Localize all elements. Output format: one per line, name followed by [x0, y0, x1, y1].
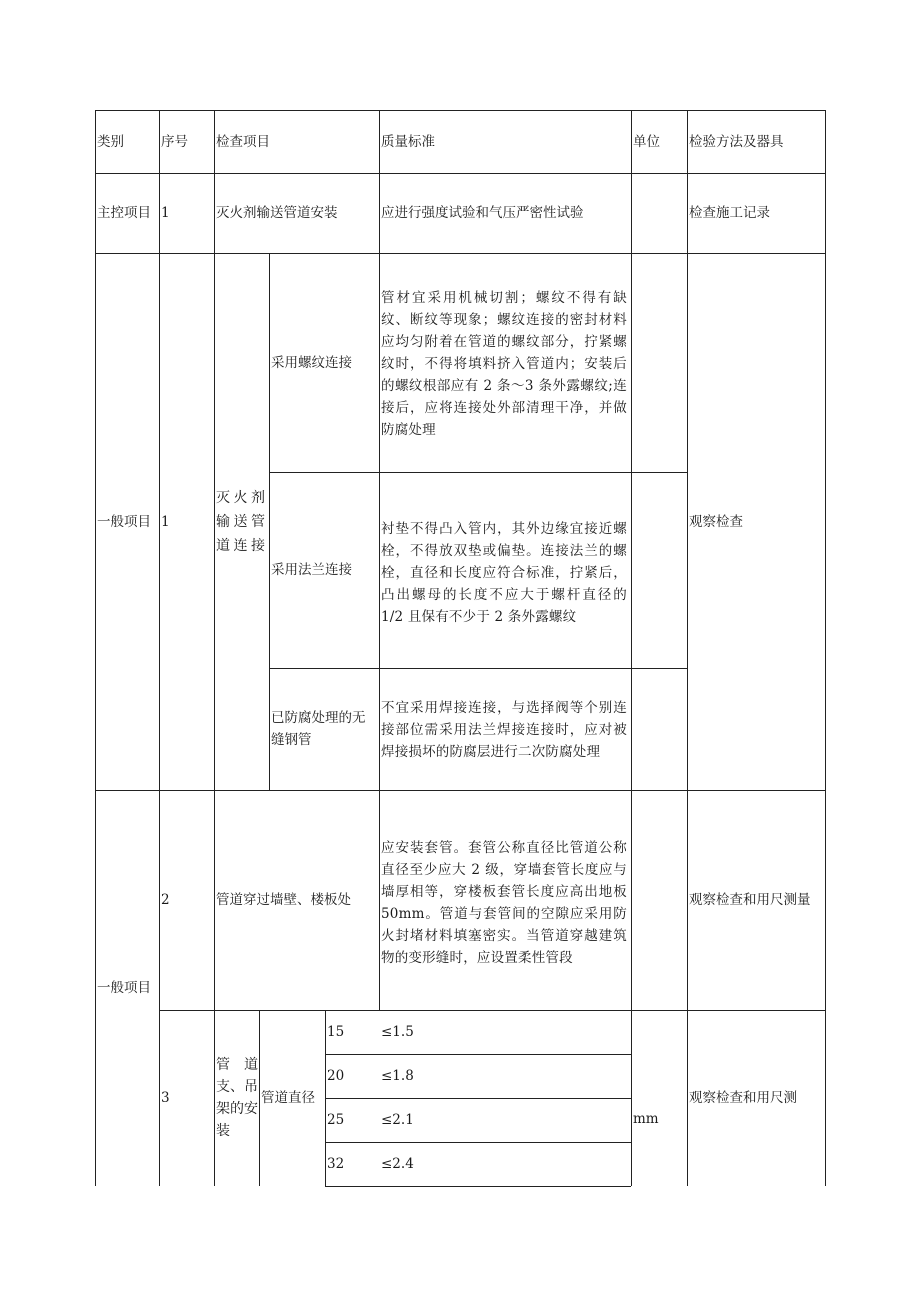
table-rule — [825, 110, 826, 1186]
main-control-method: 检查施工记录 — [689, 205, 770, 221]
diameter-cell: 20 — [327, 1068, 345, 1084]
general-2-item: 管道穿过墙壁、楼板处 — [216, 892, 351, 908]
main-control-item: 灭火剂输送管道安装 — [216, 205, 338, 221]
main-control-seq: 1 — [161, 205, 170, 221]
header-category: 类别 — [97, 133, 124, 150]
general-1-method: 观察检查 — [689, 513, 743, 530]
diameter-cell: 25 — [327, 1112, 345, 1128]
main-control-standard: 应进行强度试验和气压严密性试验 — [381, 205, 584, 221]
header-standard: 质量标准 — [381, 133, 435, 150]
general-3-unit: mm — [633, 1111, 659, 1127]
header-method: 检验方法及器具 — [689, 133, 784, 150]
header-unit: 单位 — [633, 133, 660, 150]
general-3-method: 观察检查和用尺测 — [689, 1090, 797, 1106]
general-1-category: 一般项目 — [97, 513, 151, 530]
general-3-item-text: 管道支、吊架的安装 — [216, 1057, 258, 1139]
general-1-sub-2-name: 采用法兰连接 — [271, 562, 352, 578]
general-1-sub-1-standard: 管材宜采用机械切割；螺纹不得有缺纹、断纹等现象；螺纹连接的密封材料应均匀附着在管道的螺纹部分，拧紧螺纹时，不得将填料挤入管道内；安装后的螺纹根部应有 2 条～3 条外露螺纹;连接后，应将连接处外部清理干净，并做防腐处理 — [381, 289, 627, 438]
main-control-category: 主控项目 — [97, 205, 151, 221]
diameter-cell: 32 — [327, 1156, 345, 1172]
general-1-sub-1-name: 采用螺纹连接 — [271, 354, 352, 371]
diameter-cell: 15 — [327, 1024, 345, 1040]
limit-cell: ≤2.1 — [381, 1112, 414, 1128]
general-2-method: 观察检查和用尺测量 — [689, 892, 811, 908]
general-1-sub-3-standard: 不宜采用焊接连接，与选择阀等个别连接部位需采用法兰焊接连接时，应对被焊接损坏的防腐层进行二次防腐处理 — [381, 700, 627, 760]
general-2-category: 一般项目 — [97, 980, 151, 996]
limit-cell: ≤2.4 — [381, 1156, 414, 1172]
general-1-seq: 1 — [161, 513, 170, 530]
general-1-item-text: 灭火剂输送管道连接 — [216, 489, 265, 554]
header-seq: 序号 — [161, 133, 188, 150]
general-2-standard: 应安装套管。套管公称直径比管道公称直径至少应大 2 级，穿墙套管长度应与墙厚相等，穿楼板套管长度应高出地板 50mm。管道与套管间的空隙应采用防火封堵材料填塞密实。当管道穿越建筑物的变形缝时，应设置柔性管段 — [381, 840, 627, 966]
general-1-sub-2-standard: 衬垫不得凸入管内，其外边缘宜接近螺栓，不得放双垫或偏垫。连接法兰的螺栓，直径和长度应符合标准，拧紧后，凸出螺母的长度不应大于螺杆直径的 1/2 且保有不少于 2 条外露螺纹 — [381, 521, 627, 625]
limit-cell: ≤1.5 — [381, 1024, 414, 1040]
general-1-item — [214, 253, 269, 790]
general-3-seq: 3 — [161, 1090, 170, 1106]
general-2-seq: 2 — [161, 892, 170, 908]
general-3-item — [214, 1010, 259, 1186]
limit-cell: ≤1.8 — [381, 1068, 414, 1084]
table-rule — [325, 1186, 631, 1187]
header-item: 检查项目 — [216, 133, 270, 150]
general-3-sub: 管道直径 — [261, 1090, 315, 1106]
general-1-sub-3-name: 已防腐处理的无缝钢管 — [271, 710, 366, 748]
